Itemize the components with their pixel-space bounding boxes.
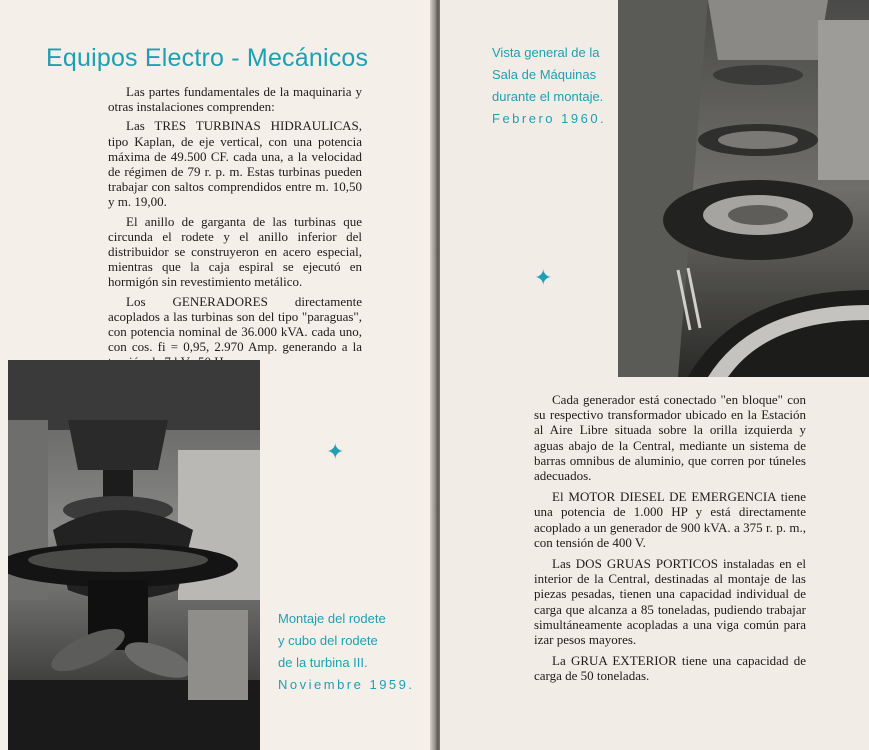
caption-line: Montaje del rodete — [278, 611, 386, 626]
turbine-runner-photo — [8, 360, 260, 750]
page-heading: Equipos Electro - Mecánicos — [46, 44, 369, 72]
decorative-star-icon: ✦ — [534, 266, 553, 291]
paragraph: Las TRES TURBINAS HIDRAULICAS, tipo Kaplan, de eje vertical, con una potencia máxima de 49.500 CF. cada una, a la velocidad de régimen de 79 r. p. m. Estas turbinas pueden trabajar con saltos comprendidos entre m. 10,50 y m. 19,00. — [108, 118, 362, 210]
decorative-star-icon: ✦ — [326, 440, 345, 465]
caption-line: de la turbina III. — [278, 655, 368, 670]
right-text-column — [534, 392, 806, 690]
paragraph: La GRUA EXTERIOR tiene una capacidad de carga de 50 toneladas. — [534, 653, 806, 684]
turbine-runner-image — [8, 360, 260, 750]
paragraph: El anillo de garganta de las turbinas que circunda el rodete y el anillo inferior del distribuidor se construyeron en acero especial, mientras que la caja espiral se ejecutó en hormigón sin revestimiento metálico. — [108, 213, 362, 290]
photo-caption-left — [278, 608, 415, 696]
right-page — [440, 0, 869, 750]
caption-line: y cubo del rodete — [278, 633, 378, 648]
paragraph: Las DOS GRUAS PORTICOS instaladas en el interior de la Central, destinadas al montaje de las piezas pesadas, tienen una capacidad individual de carga que alcanza a 85 toneladas, pudiendo trabajar simultáneamente acopladas a una viga común para izar pesos mayores. — [534, 556, 806, 648]
paragraph: El MOTOR DIESEL DE EMERGENCIA tiene una potencia de 1.000 HP y está directamente acoplado a un generador de 900 kVA. a 375 r. p. m., con tensión de 400 V. — [534, 489, 806, 550]
machine-hall-image — [618, 0, 869, 377]
caption-line: durante el montaje. — [492, 89, 604, 104]
paragraph: Cada generador está conectado "en bloque" con su respectivo transformador ubicado en la Estación al Aire Libre situada sobre la orilla izquierda y aguas abajo de la Central, mediante un sistema de barras omnibus de aluminio, que corren por túneles adecuados. — [534, 392, 806, 484]
paragraph: Las partes fundamentales de la maquinaria y otras instalaciones comprenden: — [108, 84, 362, 115]
machine-hall-photo — [618, 0, 869, 377]
caption-date: Febrero 1960. — [492, 111, 607, 126]
paragraph: Los GENERADORES directamente acoplados a las turbinas son del tipo "paraguas", con potencia nominal de 36.000 kVA. cada uno, con cos. fi = 0,95, 2.970 Amp. generando a la — [108, 293, 362, 355]
caption-line: Sala de Máquinas — [492, 67, 597, 82]
photo-caption-right — [492, 42, 606, 130]
caption-date: Noviembre 1959. — [278, 677, 415, 692]
left-page — [0, 0, 434, 750]
left-text-column — [108, 84, 362, 374]
caption-line: Vista general de la — [492, 45, 600, 60]
